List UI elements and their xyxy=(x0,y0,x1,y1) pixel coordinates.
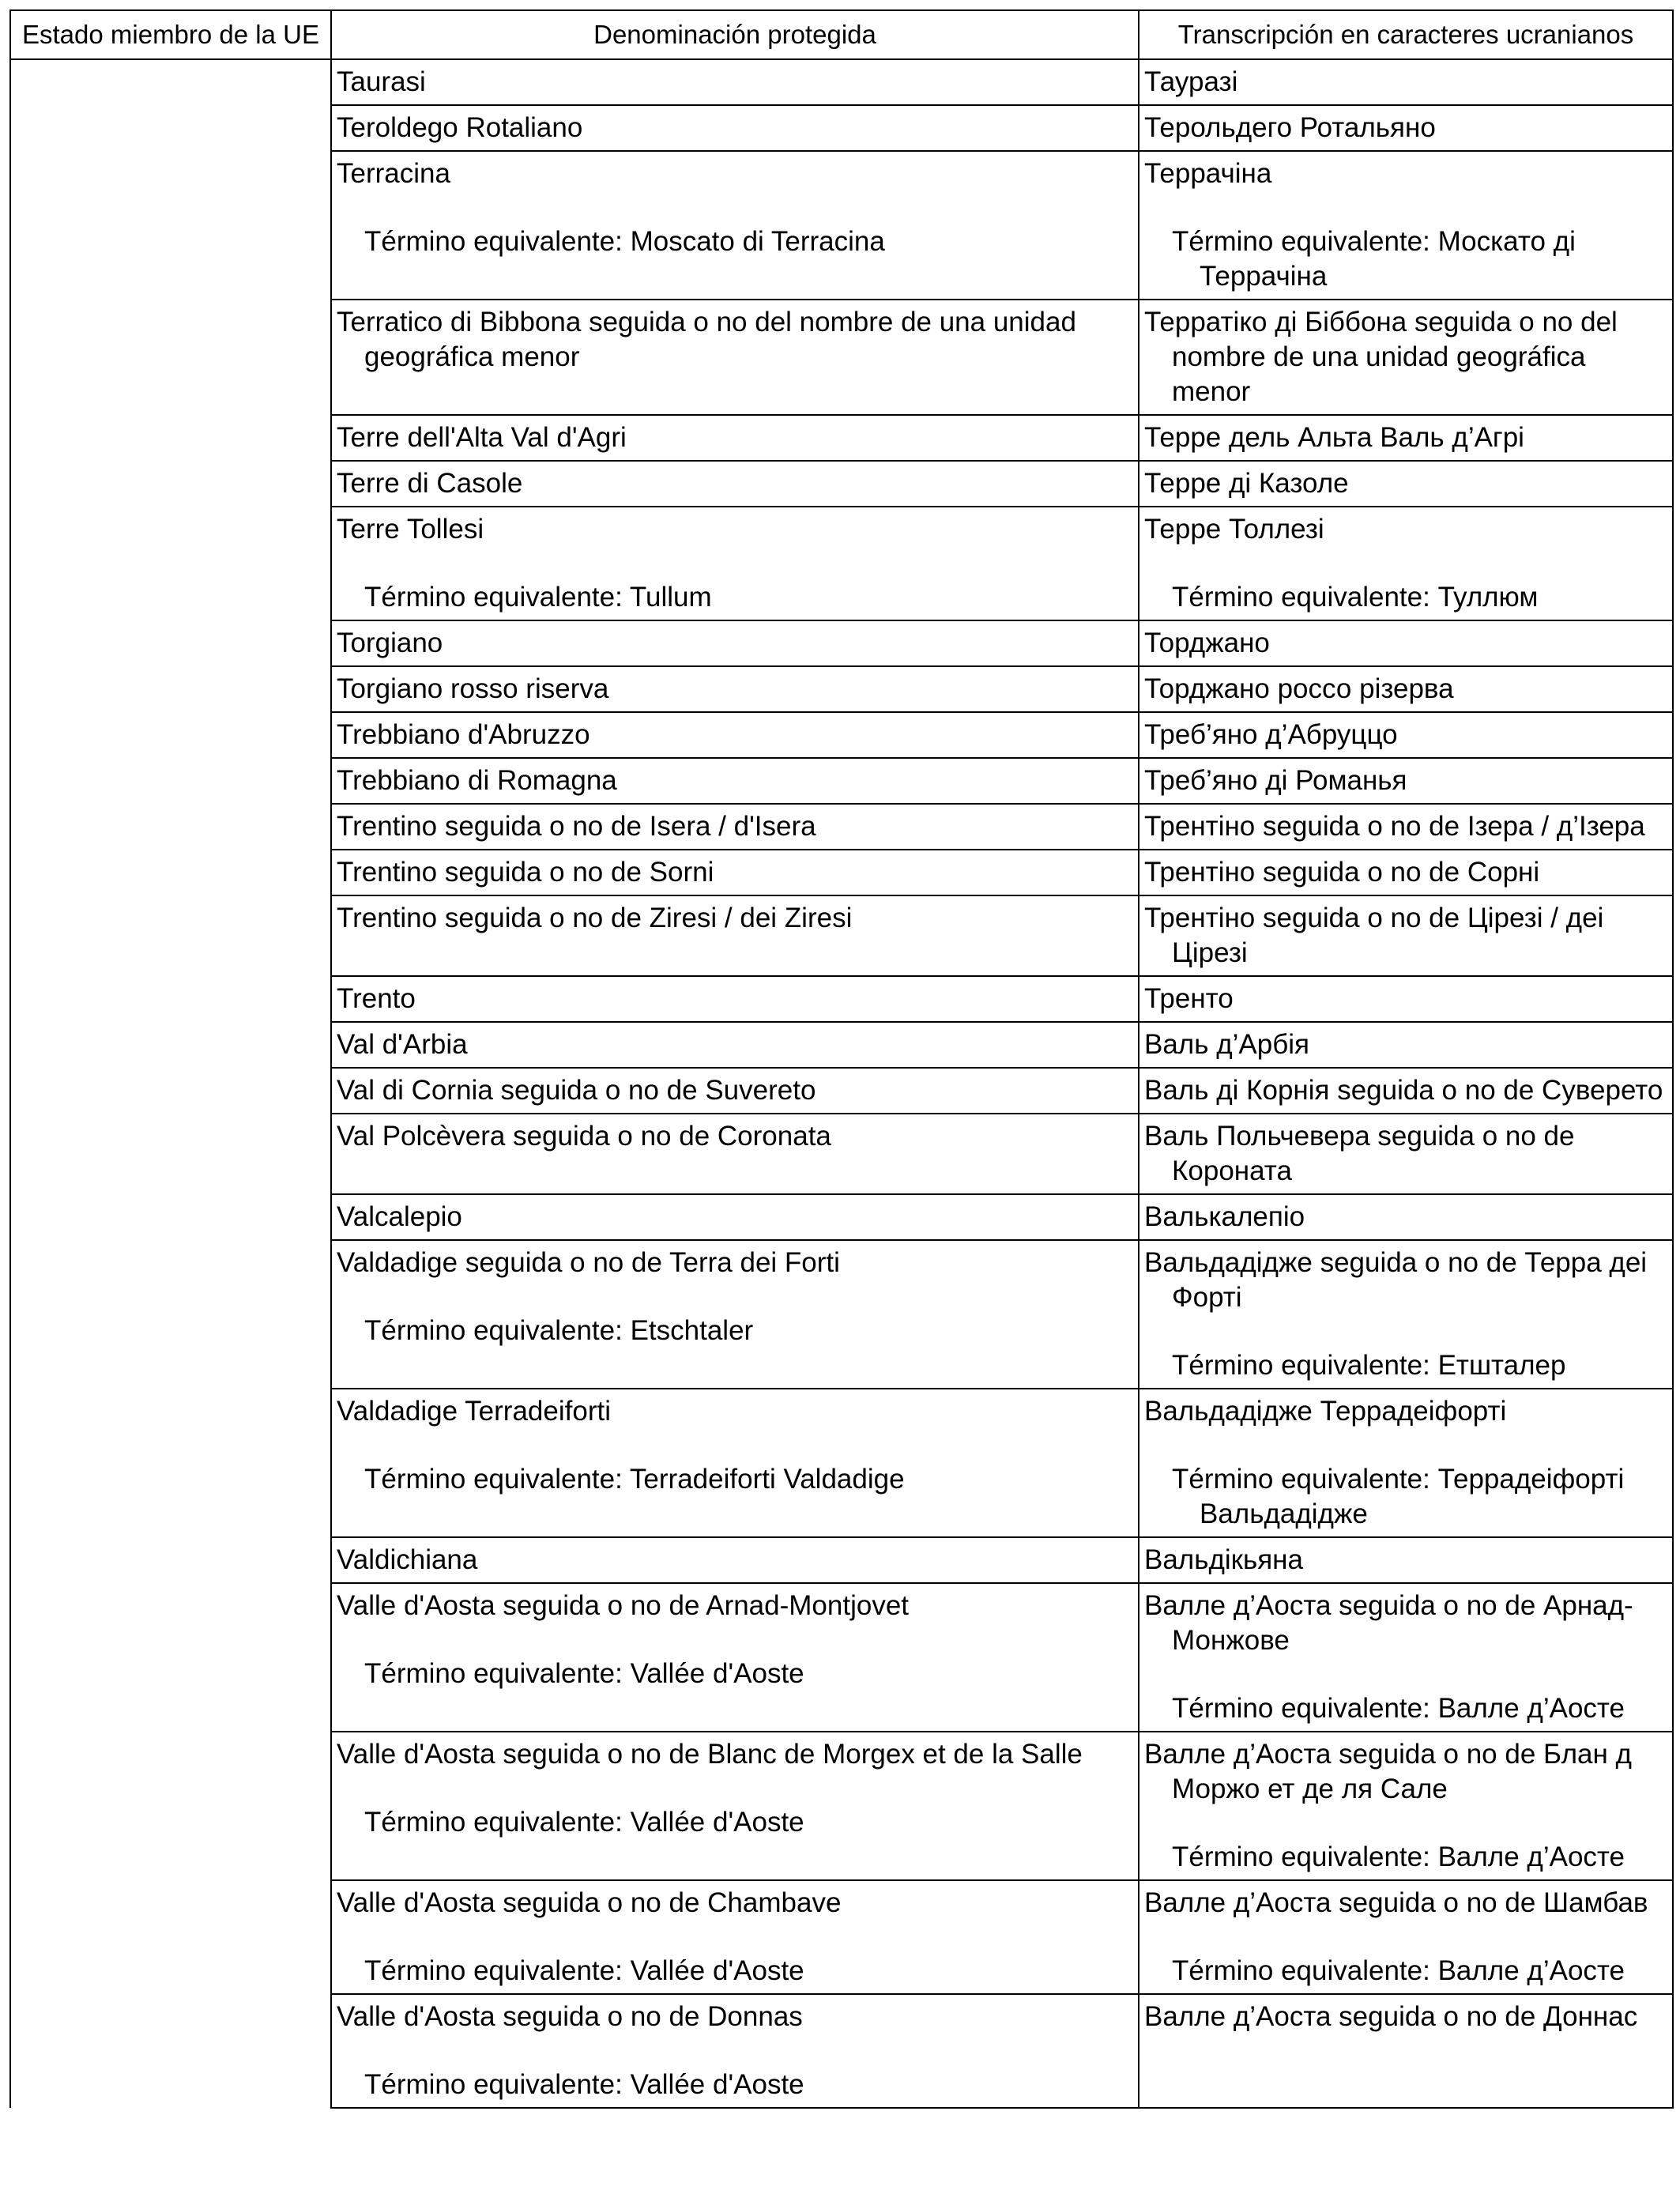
table-header-row xyxy=(10,10,1673,59)
protected-name: Taurasi xyxy=(337,66,426,97)
protected-name-cell xyxy=(331,1994,1139,2108)
protected-name: Torgiano rosso riserva xyxy=(337,673,609,704)
member-state-cell xyxy=(10,59,331,2108)
transcription: Терольдего Ротальяно xyxy=(1144,112,1436,143)
equivalent-term: Término equivalente: Vallée d'Aoste xyxy=(364,1955,804,1986)
protected-name: Terre dell'Alta Val d'Agri xyxy=(337,422,627,453)
protected-name: Torgiano xyxy=(337,628,443,658)
protected-name-cell xyxy=(331,712,1139,758)
protected-name-cell xyxy=(331,1114,1139,1194)
equivalent-term: Término equivalente: Etschtaler xyxy=(364,1315,754,1346)
equivalent-term: Término equivalente: Vallée d'Aoste xyxy=(364,1658,804,1689)
protected-name-cell xyxy=(331,59,1139,105)
table-row xyxy=(10,59,1673,105)
transcription: Вальдадідже seguida o no de Терра деі Форті xyxy=(1144,1247,1648,1313)
protected-name-cell xyxy=(331,1068,1139,1114)
transcription-cell xyxy=(1139,976,1673,1022)
equivalent-term: Término equivalente: Tullum xyxy=(364,582,712,613)
transcription: Вальдікьяна xyxy=(1144,1544,1303,1575)
transcription-cell xyxy=(1139,415,1673,461)
protected-name-cell xyxy=(331,620,1139,666)
transcription-cell xyxy=(1139,850,1673,895)
protected-name: Terratico di Bibbona seguida o no del nombre de una unidad geográfica menor xyxy=(337,307,1076,372)
protected-name-cell xyxy=(331,758,1139,804)
transcription-equivalent-term: Término equivalente: Москато ді Террачіна xyxy=(1172,226,1576,292)
transcription: Трентіно seguida o no de Ізера / д’Ізера xyxy=(1144,811,1645,842)
transcription-cell xyxy=(1139,1240,1673,1389)
transcription: Треб’яно д’Абруццо xyxy=(1144,719,1398,750)
transcription: Трентіно seguida o no de Сорні xyxy=(1144,857,1540,888)
protected-name: Valle d'Aosta seguida o no de Chambave xyxy=(337,1887,842,1918)
transcription-cell xyxy=(1139,1389,1673,1537)
transcription-cell xyxy=(1139,151,1673,300)
transcription-cell xyxy=(1139,1583,1673,1732)
transcription: Вальдадідже Террадеіфорті xyxy=(1144,1396,1507,1427)
protected-name-cell xyxy=(331,1537,1139,1583)
transcription: Валькалепіо xyxy=(1144,1201,1305,1232)
protected-name-cell xyxy=(331,461,1139,507)
transcription-cell xyxy=(1139,1732,1673,1880)
transcription-cell xyxy=(1139,1994,1673,2108)
transcription-cell xyxy=(1139,1880,1673,1994)
protected-name-cell xyxy=(331,1240,1139,1389)
header-ukrainian-transcription: Transcripción en caracteres ucranianos xyxy=(1139,10,1673,59)
transcription: Террачіна xyxy=(1144,158,1272,189)
protected-name-cell xyxy=(331,1583,1139,1732)
header-protected-name: Denominación protegida xyxy=(331,10,1139,59)
protected-name: Valcalepio xyxy=(337,1201,462,1232)
equivalent-term: Término equivalente: Moscato di Terracina xyxy=(364,226,885,257)
transcription: Валь д’Арбія xyxy=(1144,1029,1309,1060)
protected-name: Terre Tollesi xyxy=(337,514,484,545)
protected-name-cell xyxy=(331,105,1139,151)
transcription: Трентіно seguida o no de Цірезі / деі Цірезі xyxy=(1144,903,1604,968)
transcription-cell xyxy=(1139,1537,1673,1583)
protected-name-cell xyxy=(331,850,1139,895)
protected-name: Trebbiano di Romagna xyxy=(337,765,617,796)
transcription-cell xyxy=(1139,620,1673,666)
transcription-cell xyxy=(1139,507,1673,620)
protected-name-cell xyxy=(331,507,1139,620)
transcription: Валле д’Аоста seguida o no de Блан д Моржо ет де ля Сале xyxy=(1144,1739,1632,1804)
protected-name-cell xyxy=(331,666,1139,712)
transcription: Торджано россо різерва xyxy=(1144,673,1454,704)
protected-name: Valdadige Terradeiforti xyxy=(337,1396,611,1427)
transcription-cell xyxy=(1139,895,1673,976)
equivalent-term: Término equivalente: Vallée d'Aoste xyxy=(364,2069,804,2100)
protected-name: Val di Cornia seguida o no de Suvereto xyxy=(337,1075,816,1106)
protected-name: Valdadige seguida o no de Terra dei Forti xyxy=(337,1247,840,1278)
transcription-equivalent-term: Término equivalente: Террадеіфорті Вальдадідже xyxy=(1172,1464,1625,1529)
protected-name: Valdichiana xyxy=(337,1544,478,1575)
transcription-cell xyxy=(1139,804,1673,850)
protected-name-cell xyxy=(331,804,1139,850)
protected-name: Valle d'Aosta seguida o no de Arnad-Montjovet xyxy=(337,1590,910,1621)
transcription: Тренто xyxy=(1144,983,1234,1014)
transcription-cell xyxy=(1139,758,1673,804)
transcription-equivalent-term: Término equivalente: Валле д’Аосте xyxy=(1172,1842,1625,1872)
transcription-cell xyxy=(1139,1068,1673,1114)
transcription-equivalent-term: Término equivalente: Валле д’Аосте xyxy=(1172,1955,1625,1986)
transcription: Тауразі xyxy=(1144,66,1238,97)
transcription: Валь Польчевера seguida o no de Короната xyxy=(1144,1121,1575,1186)
transcription-cell xyxy=(1139,1022,1673,1068)
transcription: Треб’яно ді Романья xyxy=(1144,765,1407,796)
protected-name: Val Polcèvera seguida o no de Coronata xyxy=(337,1121,831,1152)
transcription-cell xyxy=(1139,300,1673,415)
protected-name-cell xyxy=(331,1880,1139,1994)
protected-name: Trentino seguida o no de Ziresi / dei Ziresi xyxy=(337,903,853,933)
equivalent-term: Término equivalente: Vallée d'Aoste xyxy=(364,1807,804,1838)
protected-name: Terre di Casole xyxy=(337,468,523,499)
transcription-cell xyxy=(1139,105,1673,151)
protected-name-cell xyxy=(331,151,1139,300)
equivalent-term: Término equivalente: Terradeiforti Valdadige xyxy=(364,1464,905,1495)
protected-name-cell xyxy=(331,1022,1139,1068)
protected-name: Trebbiano d'Abruzzo xyxy=(337,719,590,750)
transcription: Валле д’Аоста seguida o no de Шамбав xyxy=(1144,1887,1648,1918)
protected-name: Valle d'Aosta seguida o no de Donnas xyxy=(337,2001,803,2032)
table-body xyxy=(10,59,1673,2108)
transcription-cell xyxy=(1139,461,1673,507)
document-table xyxy=(9,9,1674,2109)
protected-name: Valle d'Aosta seguida o no de Blanc de Morgex et de la Salle xyxy=(337,1739,1083,1770)
transcription-cell xyxy=(1139,712,1673,758)
transcription-equivalent-term: Término equivalente: Туллюм xyxy=(1172,582,1539,613)
transcription-equivalent-term: Término equivalente: Етшталер xyxy=(1172,1350,1566,1381)
transcription: Валле д’Аоста seguida o no de Арнад-Монжове xyxy=(1144,1590,1633,1656)
transcription: Валле д’Аоста seguida o no de Доннас xyxy=(1144,2001,1638,2032)
protected-name-cell xyxy=(331,300,1139,415)
protected-name: Trentino seguida o no de Isera / d'Isera xyxy=(337,811,816,842)
transcription-equivalent-term: Término equivalente: Валле д’Аосте xyxy=(1172,1693,1625,1724)
protected-name: Trentino seguida o no de Sorni xyxy=(337,857,714,888)
transcription-cell xyxy=(1139,1194,1673,1240)
transcription-cell xyxy=(1139,666,1673,712)
protected-name-cell xyxy=(331,1389,1139,1537)
header-member-state: Estado miembro de la UE xyxy=(10,10,331,59)
transcription: Терре ді Казоле xyxy=(1144,468,1349,499)
transcription: Терре дель Альта Валь д’Агрі xyxy=(1144,422,1524,453)
transcription-cell xyxy=(1139,59,1673,105)
protected-name-cell xyxy=(331,415,1139,461)
transcription: Торджано xyxy=(1144,628,1270,658)
protected-name: Val d'Arbia xyxy=(337,1029,468,1060)
protected-name-cell xyxy=(331,1194,1139,1240)
transcription: Валь ді Корнія seguida o no de Суверето xyxy=(1144,1075,1663,1106)
protected-name-cell xyxy=(331,895,1139,976)
transcription: Терре Толлезі xyxy=(1144,514,1324,545)
protected-name: Teroldego Rotaliano xyxy=(337,112,583,143)
protected-name-cell xyxy=(331,976,1139,1022)
protected-name: Terracina xyxy=(337,158,450,189)
transcription: Терратіко ді Біббона seguida o no del nombre de una unidad geográfica menor xyxy=(1144,307,1618,407)
protected-name-cell xyxy=(331,1732,1139,1880)
protected-name: Trento xyxy=(337,983,416,1014)
transcription-cell xyxy=(1139,1114,1673,1194)
